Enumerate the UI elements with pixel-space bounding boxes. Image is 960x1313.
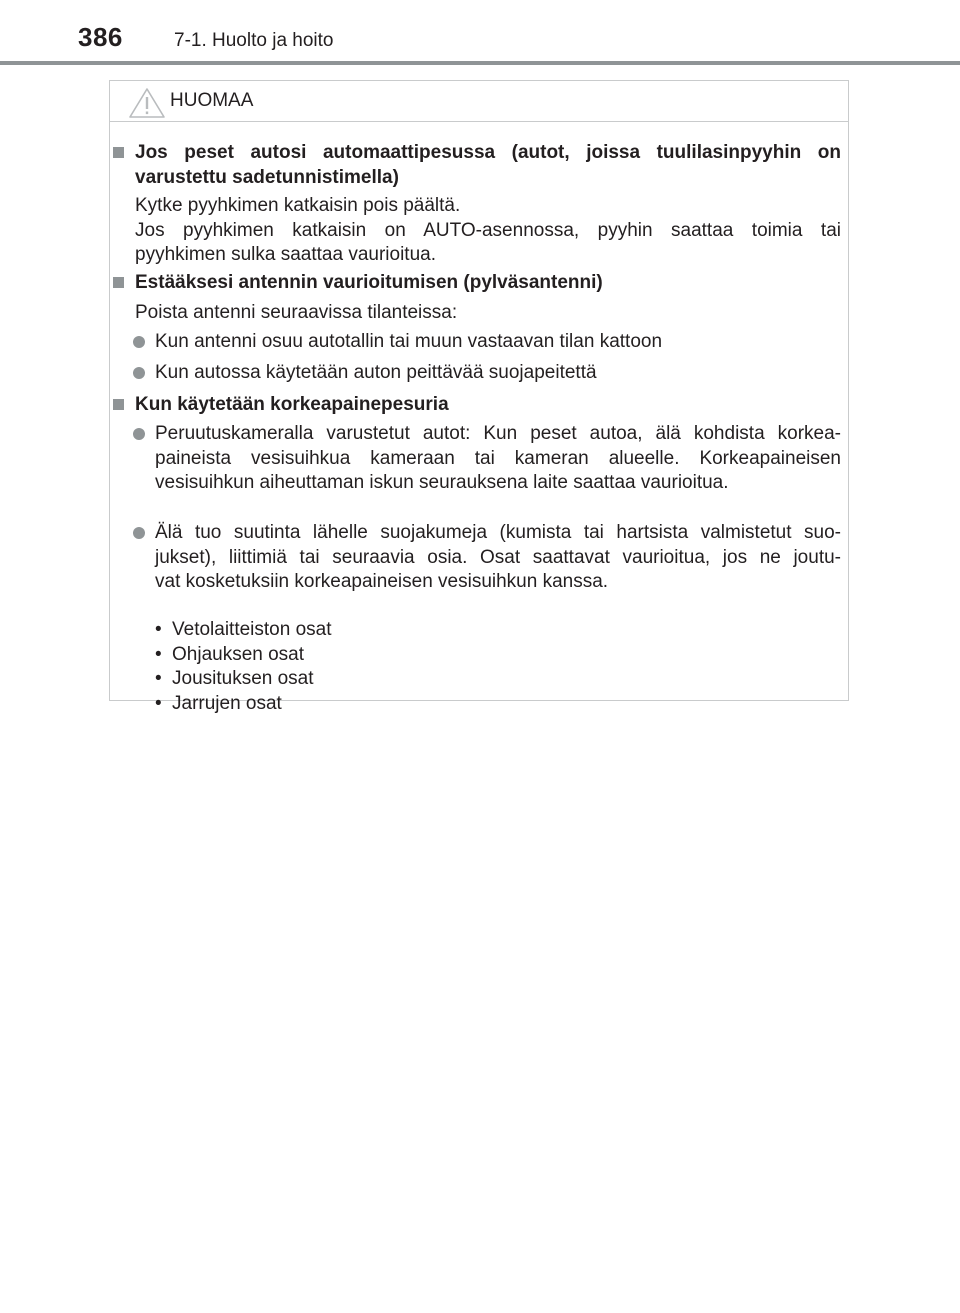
round-bullet-icon: [133, 428, 145, 440]
list-item: [155, 422, 841, 496]
body-line: Jos pyyhkimen katkaisin on AUTO-asennossa, pyyhin saattaa toimia tai: [135, 219, 841, 241]
bullet-mark: •: [155, 692, 162, 714]
item-line: paineista vesisuihkua kameraan tai kameran alueelle. Korkeapaineisen: [155, 447, 841, 469]
bullet-mark: •: [155, 619, 162, 640]
notice-title: HUOMAA: [170, 90, 254, 111]
section-title: 7-1. Huolto ja hoito: [174, 30, 334, 51]
square-bullet-icon: [113, 277, 124, 288]
section-intro: Poista antenni seuraavissa tilanteissa:: [135, 302, 458, 323]
list-item: Kun autossa käytetään auton peittävää suojapeitettä: [155, 362, 597, 383]
part-label: Jousituksen osat: [172, 668, 314, 689]
heading-line: varustettu sadetunnistimella): [135, 166, 399, 188]
item-line: jukset), liittimiä tai seuraavia osia. Osat saattavat vaurioitua, jos ne joutu-: [155, 546, 841, 568]
notice-box: [109, 80, 849, 714]
section-heading: Kun käytetään korkeapainepesuria: [135, 394, 449, 415]
item-line: Älä tuo suutinta lähelle suojakumeja (kumista tai hartsista valmistetut suo-: [155, 522, 841, 543]
list-item: Kun antenni osuu autotallin tai muun vastaavan tilan kattoon: [155, 331, 663, 352]
body-line: pyyhkimen sulka saattaa vaurioitua.: [135, 244, 436, 265]
header-divider: [0, 61, 960, 65]
square-bullet-icon: [113, 147, 124, 158]
item-line: Peruutuskameralla varustetut autot: Kun peset autoa, älä kohdista korkea-: [155, 423, 841, 444]
page-number: 386: [78, 22, 123, 52]
item-line: vesisuihkun aiheuttaman iskun seurauksena laite saattaa vaurioitua.: [155, 472, 729, 493]
square-bullet-icon: [113, 399, 124, 410]
page-header: [0, 0, 960, 70]
round-bullet-icon: [133, 367, 145, 379]
round-bullet-icon: [133, 336, 145, 348]
bullet-mark: •: [155, 643, 162, 665]
list-item: [155, 521, 841, 595]
bullet-mark: •: [155, 668, 162, 689]
part-label: Jarrujen osat: [172, 692, 282, 714]
section-heading: Estääksesi antennin vaurioitumisen (pylväsantenni): [135, 272, 603, 293]
body-line: Kytke pyyhkimen katkaisin pois päältä.: [135, 195, 461, 216]
notice-header: [110, 81, 848, 122]
part-label: Vetolaitteiston osat: [172, 619, 332, 640]
warning-triangle-icon: [128, 87, 166, 119]
round-bullet-icon: [133, 527, 145, 539]
heading-line: Jos peset autosi automaattipesussa (autot, joissa tuulilasinpyyhin on: [135, 142, 841, 163]
part-label: Ohjauksen osat: [172, 643, 305, 665]
section-heading: [135, 141, 841, 190]
item-line: vat kosketuksiin korkeapaineisen vesisuihkun kanssa.: [155, 571, 609, 592]
section-body: [135, 194, 841, 268]
